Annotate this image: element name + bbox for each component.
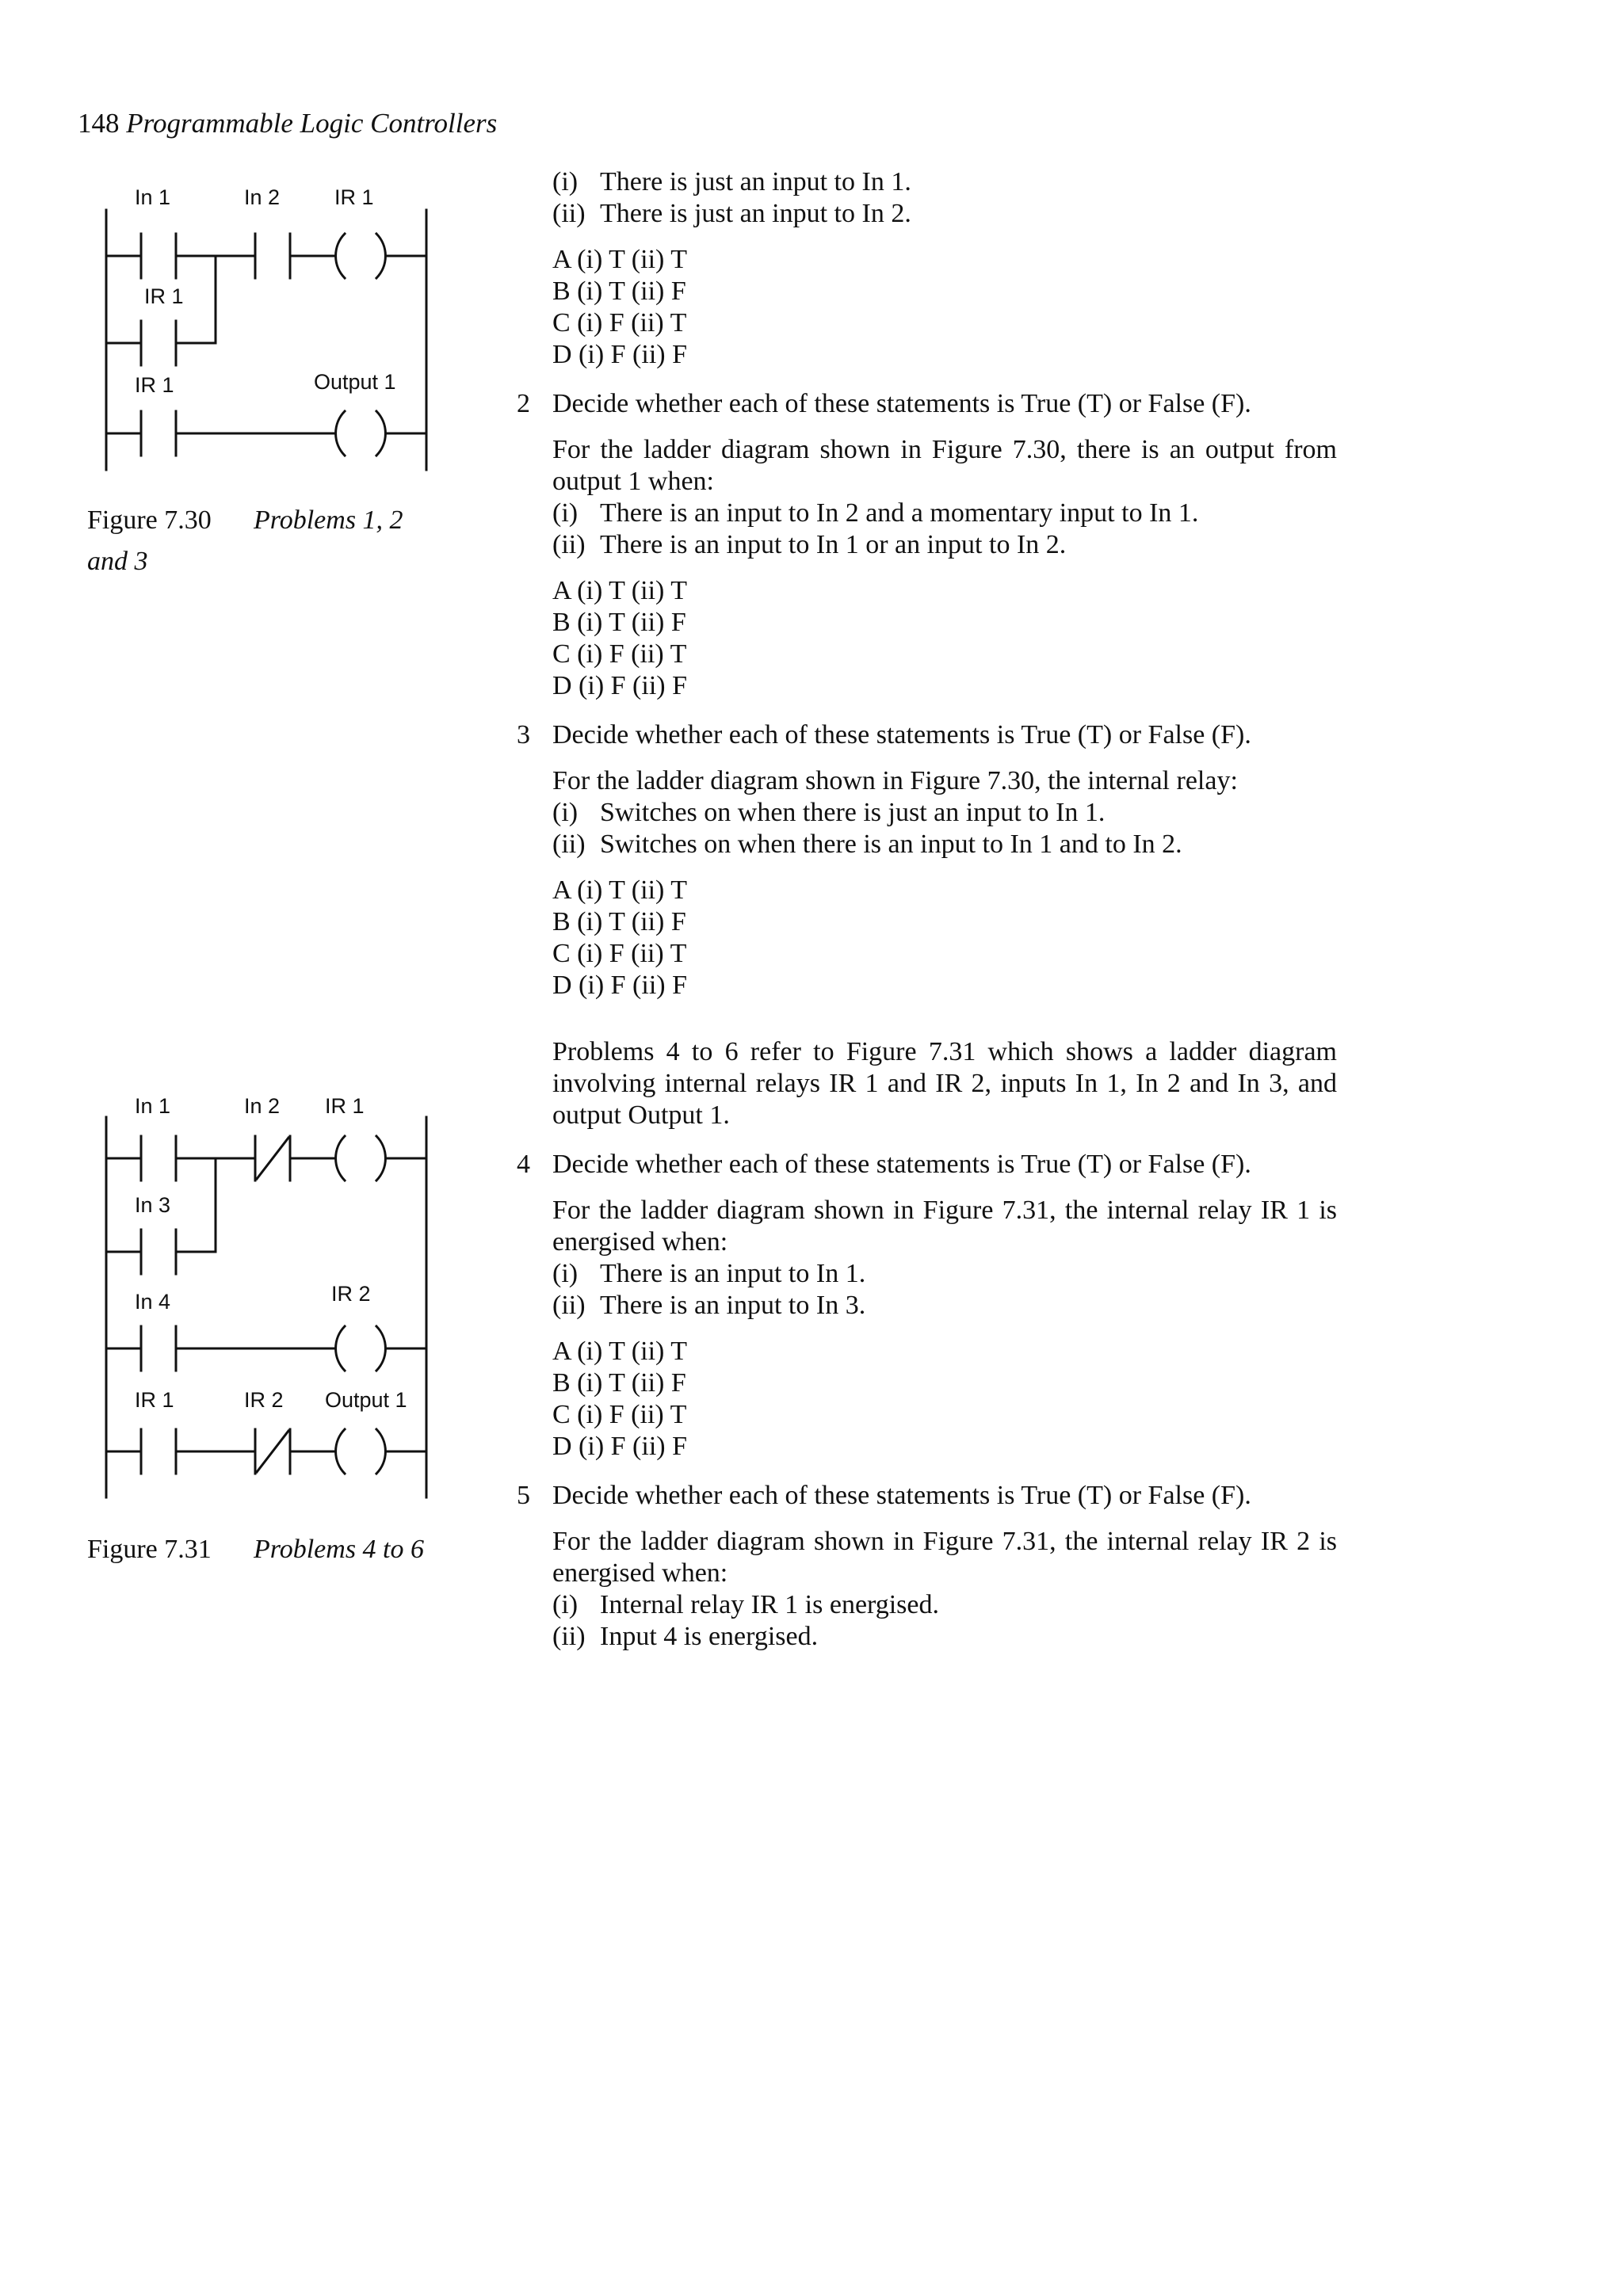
statement-text: Switches on when there is just an input to In 1. (600, 798, 1106, 827)
answer-option: D (i) F (ii) F (552, 971, 687, 1000)
answer-options (552, 875, 1337, 1001)
label-ir2-coil: IR 2 (331, 1282, 371, 1306)
label-in2: In 2 (244, 1094, 281, 1118)
problem-number: 5 (517, 1481, 530, 1510)
statement-text: There is just an input to In 2. (600, 199, 911, 228)
problem-4 (497, 1149, 1337, 1463)
answer-options (552, 244, 1337, 371)
figure-caption-text-cont: and 3 (87, 547, 148, 576)
answer-option: D (i) F (ii) F (552, 671, 687, 700)
statement-text: Switches on when there is an input to In 1 and to In 2. (600, 830, 1182, 859)
answer-option: B (i) T (ii) F (552, 907, 686, 936)
problem-3 (497, 719, 1337, 1001)
statement-text: There is just an input to In 1. (600, 167, 911, 196)
statement-text: There is an input to In 3. (600, 1291, 866, 1320)
figure-7-31-caption (87, 1529, 424, 1570)
problem-2 (497, 388, 1337, 702)
problem-stem: For the ladder diagram shown in Figure 7.30, there is an output from output 1 when: (552, 435, 1337, 496)
running-head (78, 108, 497, 139)
answer-option: C (i) F (ii) T (552, 639, 687, 669)
answer-option: A (i) T (ii) T (552, 576, 687, 605)
label-in2: In 2 (244, 185, 281, 209)
ladder-diagram-7-30 (79, 178, 444, 483)
answer-option: C (i) F (ii) T (552, 1400, 687, 1429)
figure-label: Figure 7.31 (87, 1535, 212, 1564)
label-ir1-rung2: IR 1 (135, 373, 174, 397)
text-column (497, 166, 1337, 1653)
label-ir1-contact: IR 1 (135, 1388, 174, 1412)
problem-stem: For the ladder diagram shown in Figure 7.30, the internal relay: (552, 766, 1238, 795)
answer-option: A (i) T (ii) T (552, 1337, 687, 1366)
label-in4: In 4 (135, 1290, 171, 1314)
page-number: 148 (78, 108, 120, 139)
statement-num: (ii) (552, 530, 586, 559)
statement-text: There is an input to In 1. (600, 1259, 866, 1288)
statement-text: There is an input to In 1 or an input to In 2. (600, 530, 1067, 559)
answer-option: B (i) T (ii) F (552, 1368, 686, 1398)
answer-option: D (i) F (ii) F (552, 340, 687, 369)
statement-text: Internal relay IR 1 is energised. (600, 1590, 940, 1619)
label-ir1-branch: IR 1 (144, 284, 184, 308)
statement-num: (i) (552, 798, 579, 827)
continued-statements (552, 166, 1337, 371)
label-output1: Output 1 (325, 1388, 407, 1412)
figure-caption-text: Problems 4 to 6 (254, 1535, 425, 1564)
label-output1: Output 1 (314, 370, 396, 394)
statement-text: There is an input to In 2 and a momentary input to In 1. (600, 498, 1199, 528)
problem-number: 3 (517, 720, 530, 749)
problem-number: 4 (517, 1150, 530, 1179)
statement-num: (i) (552, 1259, 579, 1288)
statement-num: (i) (552, 1590, 579, 1619)
label-ir1-coil: IR 1 (334, 185, 374, 209)
label-ir2-contact: IR 2 (244, 1388, 284, 1412)
answer-options (552, 1336, 1337, 1463)
answer-options (552, 575, 1337, 702)
statement-num: (ii) (552, 1622, 586, 1651)
label-in1: In 1 (135, 185, 171, 209)
answer-option: B (i) T (ii) F (552, 608, 686, 637)
problem-heading: Decide whether each of these statements is True (T) or False (F). (552, 720, 1251, 749)
statement-num: (ii) (552, 830, 586, 859)
answer-option: A (i) T (ii) T (552, 875, 687, 905)
label-in1: In 1 (135, 1094, 171, 1118)
problem-number: 2 (517, 389, 530, 418)
answer-option: C (i) F (ii) T (552, 939, 687, 968)
figure-7-30-caption (87, 500, 403, 582)
statement-text: Input 4 is energised. (600, 1622, 819, 1651)
problem-heading: Decide whether each of these statements is True (T) or False (F). (552, 389, 1251, 418)
answer-option: B (i) T (ii) F (552, 277, 686, 306)
book-title: Programmable Logic Controllers (126, 108, 498, 139)
label-in3: In 3 (135, 1193, 171, 1217)
answer-option: C (i) F (ii) T (552, 308, 687, 338)
problem-5 (497, 1480, 1337, 1653)
statement-num: (i) (552, 167, 579, 196)
problem-stem: For the ladder diagram shown in Figure 7.31, the internal relay IR 2 is energised when: (552, 1527, 1337, 1588)
problem-stem: For the ladder diagram shown in Figure 7.31, the internal relay IR 1 is energised when: (552, 1196, 1337, 1257)
answer-option: A (i) T (ii) T (552, 245, 687, 274)
statement-num: (i) (552, 498, 579, 528)
problem-heading: Decide whether each of these statements is True (T) or False (F). (552, 1481, 1251, 1510)
figure-label: Figure 7.30 (87, 505, 212, 535)
problems-4-6-intro: Problems 4 to 6 refer to Figure 7.31 which shows a ladder diagram involving internal relays IR 1 and IR 2, inputs In 1, In 2 and In 3, and output Output 1. (552, 1037, 1337, 1130)
answer-option: D (i) F (ii) F (552, 1432, 687, 1461)
problem-heading: Decide whether each of these statements is True (T) or False (F). (552, 1150, 1251, 1179)
label-ir1-coil: IR 1 (325, 1094, 365, 1118)
statement-num: (ii) (552, 1291, 586, 1320)
statement-num: (ii) (552, 199, 586, 228)
ladder-diagram-7-31 (79, 1093, 444, 1509)
figure-caption-text: Problems 1, 2 (254, 505, 403, 535)
